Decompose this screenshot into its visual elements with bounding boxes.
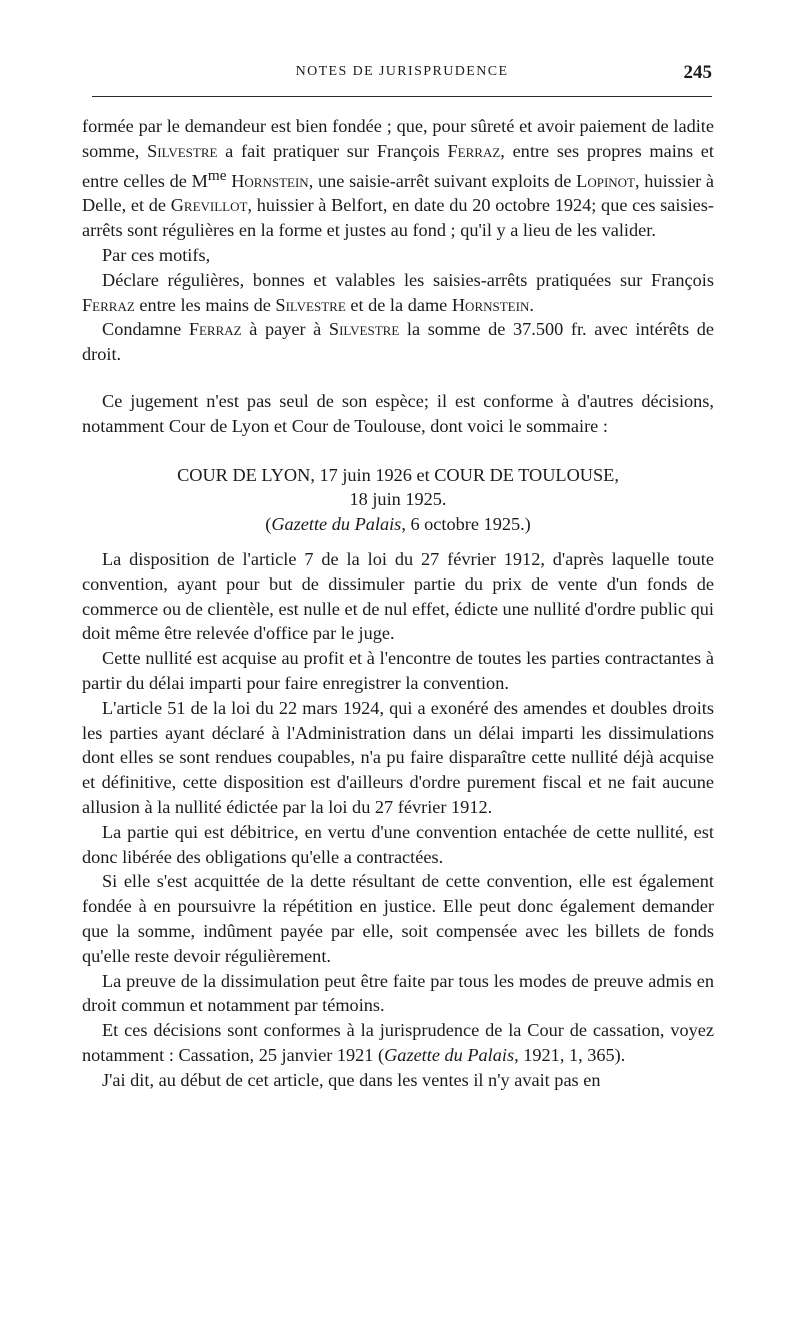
decision-heading-line-3: (Gazette du Palais, 6 octobre 1925.) [265, 514, 531, 535]
decision-heading-line-2: 18 juin 1925. [349, 489, 447, 510]
summary-paragraph-6: La preuve de la dissimulation peut être faite par tous les modes de preuve admis en droit commun et notamment par témoins. [82, 970, 714, 1016]
summary-paragraph-5: Si elle s'est acquittée de la dette résultant de cette convention, elle est également fondée à en poursuivre la répétition en justice. Elle peut donc également demander que la somme, indûment payée par elle, soit compensée avec les billets de fonds qu'elle reste devoir régulièrement. [82, 871, 714, 966]
name-ferraz: Ferraz [447, 140, 501, 161]
summary-paragraph-1: La disposition de l'article 7 de la loi du 27 février 1912, d'après laquelle toute convention, ayant pour but de dissimuler partie du prix de vente d'un fonds de commerce ou de clientèle, est nulle et de nul effet, édicte une nullité d'ordre public qui doit même être relevée d'office par le juge. [82, 549, 714, 644]
page-number: 245 [683, 62, 712, 83]
summary-paragraph-8: J'ai dit, au début de cet article, que dans les ventes il n'y avait pas en [102, 1069, 601, 1090]
intro-paragraph: Ce jugement n'est pas seul de son espèce; il est conforme à d'autres décisions, notamment Cour de Lyon et Cour de Toulouse, dont voici le sommaire : [82, 391, 714, 436]
name-grevillot: Grevillot [170, 195, 248, 216]
running-header [92, 62, 712, 92]
judgment-paragraph-3: Déclare régulières, bonnes et valables les saisies-arrêts pratiquées sur François Ferraz entre les mains de Silvestre et de la dame Hornstein. [82, 269, 714, 315]
summary-paragraph-3: L'article 51 de la loi du 22 mars 1924, qui a exonéré des amendes et doubles droits les parties ayant déclaré à l'Administration dans un délai imparti les dissimulations dont elles se sont rendues coupables, n'a pu faire disparaître cette nullité déjà acquise et définitive, cette disposition est d'ailleurs d'ordre purement fiscal et ne fait aucune allusion à la nullité édictée par la loi du 27 février 1912. [82, 697, 714, 818]
summary-paragraph-4: La partie qui est débitrice, en vertu d'une convention entachée de cette nullité, est donc libérée des obligations qu'elle a contractées. [82, 821, 714, 867]
page-body [82, 114, 714, 1093]
judgment-paragraph-4: Condamne Ferraz à payer à Silvestre la somme de 37.500 fr. avec intérêts de droit. [82, 319, 714, 365]
name-lopinot: Lopinot [576, 170, 635, 191]
name-silvestre: Silvestre [147, 140, 218, 161]
summary-paragraph-7: Et ces décisions sont conformes à la jurisprudence de la Cour de cassation, voyez notamment : Cassation, 25 janvier 1921 (Gazette du Palais, 1921, 1, 365). [82, 1020, 714, 1065]
header-rule [92, 96, 712, 97]
judgment-paragraph-1: formée par le demandeur est bien fondée ; que, pour sûreté et avoir paiement de ladite somme, Silvestre a fait pratiquer sur François Ferraz, entre ses propres mains et entre celles de $M^{me}$ Hornstein, une saisie-arrêt suivant exploits de Lopinot, huissier à Delle, et de Grevillot, huissier à Belfort, en date du 20 octobre 1924; que ces saisies-arrêts sont régulières en la forme et justes au fond ; qu'il y a lieu de les valider. [82, 116, 715, 241]
name-hornstein: Hornstein [231, 170, 309, 191]
decision-heading [82, 463, 714, 537]
running-title: NOTES DE JURISPRUDENCE [295, 64, 509, 79]
decision-heading-line-1: COUR DE LYON, 17 juin 1926 et COUR DE TOULOUSE, [177, 464, 619, 485]
judgment-paragraph-2: Par ces motifs, [102, 245, 211, 266]
summary-paragraph-2: Cette nullité est acquise au profit et à l'encontre de toutes les parties contractantes à partir du délai imparti pour faire enregistrer la convention. [82, 648, 714, 694]
